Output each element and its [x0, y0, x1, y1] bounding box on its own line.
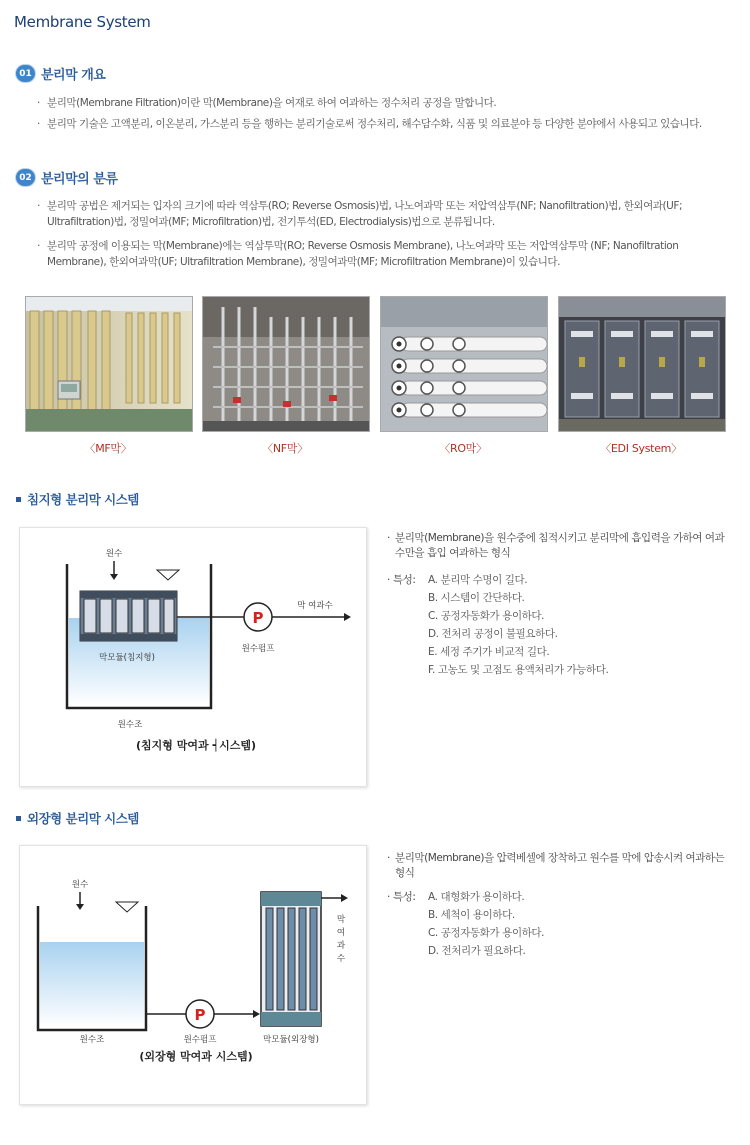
section-classification-header	[16, 168, 117, 187]
feature-item: C. 공정자동화가 용이하다.	[428, 610, 545, 622]
external-description: · 분리막(Membrane)을 압력베셀에 장착하고 원수를 막에 압송시켜 여과하는 형식	[387, 852, 725, 879]
photo-caption-edi: 〈EDI System〉	[600, 442, 682, 455]
submerged-system-title: 침지형 분리막 시스템	[16, 490, 139, 508]
external-diagram-box	[19, 845, 367, 1105]
submerged-diagram-caption: (침지형 막여과 ┥시스템)	[136, 739, 256, 752]
output-label: 막 여과수	[297, 601, 333, 611]
feature-item: F. 고농도 및 고점도 용액처리가 가능하다.	[428, 664, 609, 676]
tank-label: 원수조	[117, 720, 143, 730]
module-label: 막모듈(침지형)	[99, 653, 155, 663]
submerged-description: · 분리막(Membrane)을 원수중에 침적시키고 분리막에 흡입력을 가하여 여과수만을 흡입 여과하는 형식	[387, 532, 725, 559]
photo-caption-mf: 〈MF막〉	[84, 442, 132, 455]
section-classification-title: 분리막의 분류	[41, 172, 118, 187]
edi-plant-photo	[558, 296, 726, 432]
section-overview-header	[16, 64, 105, 83]
external-diagram-caption: (외장형 막여과 시스템)	[139, 1050, 253, 1063]
output-label-char: 과	[336, 941, 346, 951]
raw-water-label: 원수	[71, 880, 89, 890]
ro-plant-photo	[380, 296, 548, 432]
output-label-char: 막	[336, 915, 346, 925]
feature-item: C. 공정자동화가 용이하다.	[428, 927, 545, 939]
photo-caption-ro: 〈RO막〉	[439, 442, 487, 455]
classification-paragraph-2: · 분리막 공정에 이용되는 막(Membrane)에는 역삼투막(RO; Reverse Osmosis Membrane), 나노여과막 또는 저압역삼투막 (NF; Nanofiltration Membrane), 한외여과막(UF; Ultrafiltration Membrane), 정밀여과막(MF; Microfiltration Membrane)이 있습니다.	[37, 240, 679, 268]
module-label: 막모듈(외장형)	[263, 1035, 319, 1045]
photo-caption-nf: 〈NF막〉	[262, 442, 308, 455]
feature-item: E. 세정 주기가 비교적 길다.	[428, 646, 550, 658]
tank-label: 원수조	[79, 1035, 105, 1045]
classification-paragraph-1: · 분리막 공법은 제거되는 입자의 크기에 따라 역삼투(RO; Reverse Osmosis)법, 나노여과막 또는 저압역삼투(NF; Nanofiltration)법, 한외여과(UF; Ultrafiltration)법, 정밀여과(MF; Microfiltration)법, 전기투석(ED, Electrodialysis)법으로 분류됩니다.	[37, 200, 683, 228]
bullet-square-icon	[16, 816, 21, 821]
feature-item: A. 대형화가 용이하다.	[428, 891, 525, 903]
feature-item: D. 전처리 공정이 불필요하다.	[428, 628, 558, 640]
mf-plant-photo	[25, 296, 193, 432]
external-diagram	[20, 846, 366, 1104]
feature-item: B. 시스템이 간단하다.	[428, 592, 525, 604]
section-overview-title: 분리막 개요	[41, 68, 106, 83]
pump-label: 원수펌프	[241, 644, 275, 654]
overview-paragraph-2: · 분리막 기술은 고액분리, 이온분리, 가스분리 등을 행하는 분리기술로써 정수처리, 해수담수화, 식품 및 의료분야 등 다양한 분야에서 사용되고 있습니다.	[37, 118, 702, 130]
output-label-char: 여	[336, 928, 346, 938]
submerged-diagram-box	[19, 527, 367, 787]
pump-symbol: P	[194, 1006, 206, 1024]
bullet-square-icon	[16, 497, 21, 502]
raw-water-label: 원수	[105, 549, 123, 559]
section-number-badge: 01	[16, 65, 35, 82]
features-label: · 특성:	[387, 891, 416, 903]
overview-paragraph-1: · 분리막(Membrane Filtration)이란 막(Membrane)을 여재로 하여 여과하는 정수처리 공정을 말합니다.	[37, 97, 497, 109]
features-label: · 특성:	[387, 574, 416, 586]
feature-item: D. 전처리가 필요하다.	[428, 945, 526, 957]
pump-symbol: P	[252, 609, 264, 627]
submerged-diagram	[20, 528, 366, 786]
feature-item: A. 분리막 수명이 길다.	[428, 574, 528, 586]
pump-label: 원수펌프	[183, 1035, 217, 1045]
page-title: Membrane System	[14, 13, 151, 31]
output-label-char: 수	[336, 954, 346, 964]
section-number-badge: 02	[16, 169, 35, 186]
nf-plant-photo	[202, 296, 370, 432]
external-system-title: 외장형 분리막 시스템	[16, 809, 139, 827]
feature-item: B. 세척이 용이하다.	[428, 909, 515, 921]
